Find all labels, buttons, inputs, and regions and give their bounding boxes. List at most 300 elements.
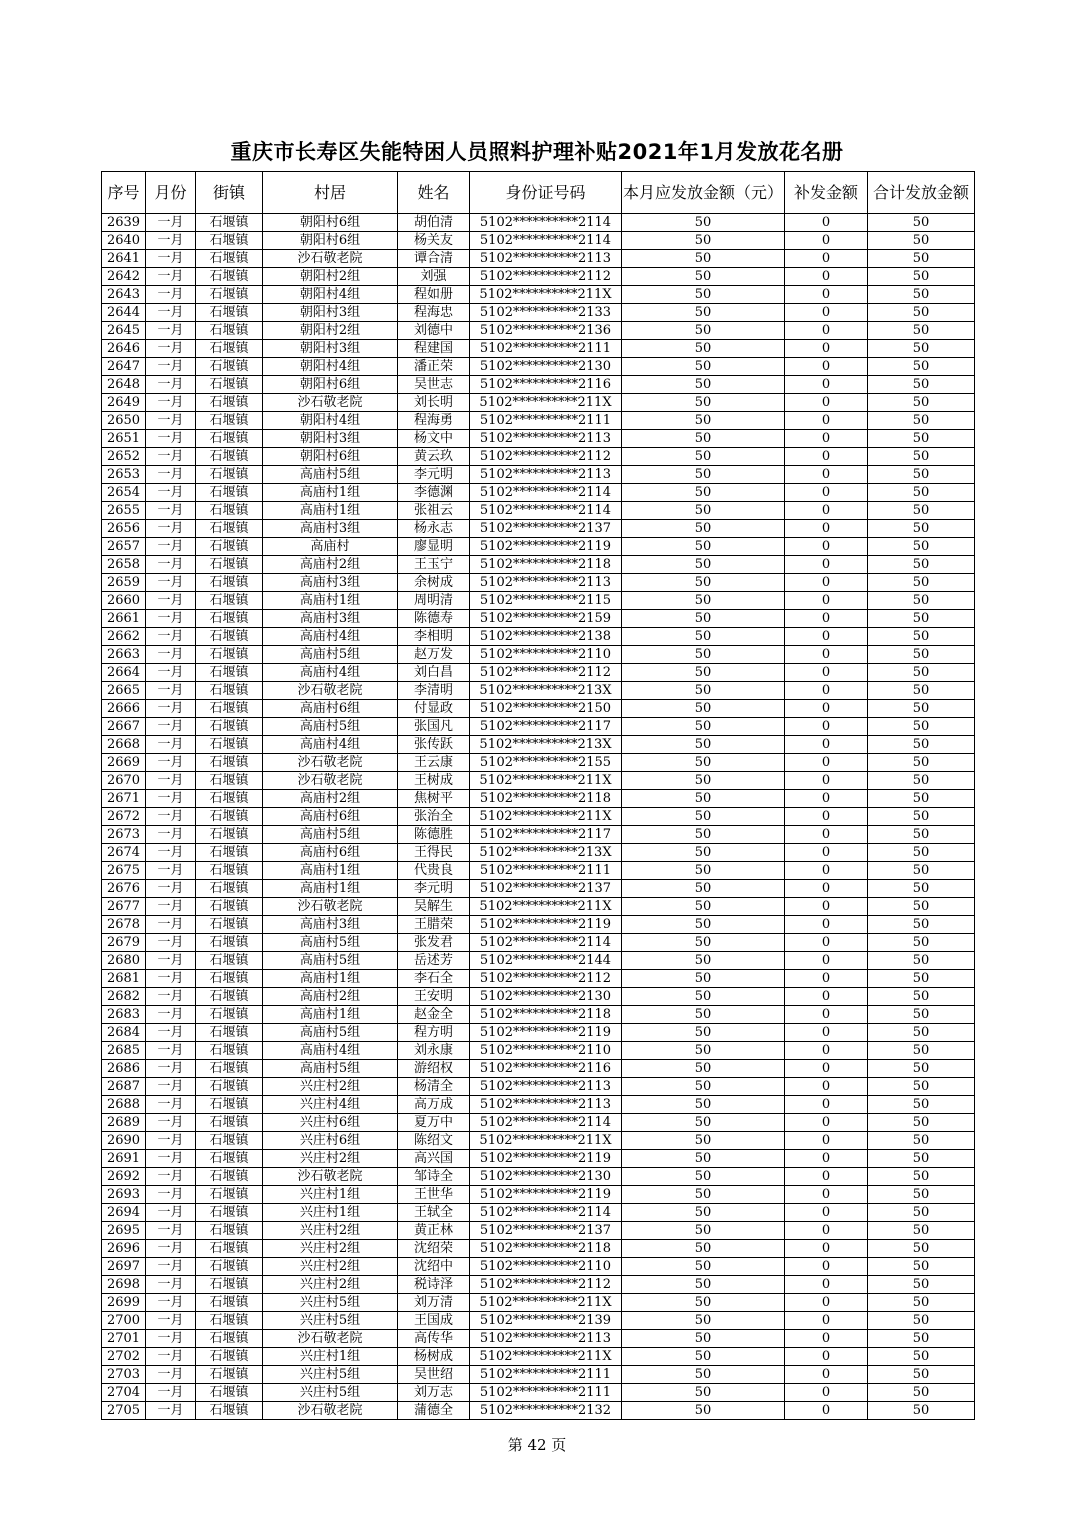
cell-month: 一月 [146,700,196,718]
cell-name: 张传跃 [398,736,470,754]
cell-total: 50 [868,556,975,574]
cell-name: 胡伯清 [398,214,470,232]
cell-monthly-amount: 50 [622,934,785,952]
cell-back-pay: 0 [785,1330,868,1348]
cell-town: 石堰镇 [196,1186,263,1204]
cell-village: 高庙村1组 [263,502,398,520]
cell-total: 50 [868,1204,975,1222]
cell-town: 石堰镇 [196,466,263,484]
cell-town: 石堰镇 [196,682,263,700]
cell-town: 石堰镇 [196,520,263,538]
cell-total: 50 [868,898,975,916]
cell-month: 一月 [146,376,196,394]
cell-total: 50 [868,376,975,394]
cell-month: 一月 [146,1384,196,1402]
cell-village: 兴庄村2组 [263,1222,398,1240]
table-row [102,304,975,322]
cell-id-number: 5102**********2110 [470,1042,622,1060]
cell-village: 朝阳村6组 [263,376,398,394]
cell-index: 2663 [102,646,146,664]
cell-index: 2651 [102,430,146,448]
table-row [102,322,975,340]
cell-back-pay: 0 [785,340,868,358]
table-row [102,376,975,394]
cell-month: 一月 [146,790,196,808]
cell-back-pay: 0 [785,466,868,484]
cell-back-pay: 0 [785,250,868,268]
table-row [102,250,975,268]
cell-month: 一月 [146,898,196,916]
table-row [102,412,975,430]
table-row [102,232,975,250]
cell-month: 一月 [146,1114,196,1132]
cell-town: 石堰镇 [196,538,263,556]
cell-id-number: 5102**********2130 [470,358,622,376]
cell-month: 一月 [146,610,196,628]
cell-name: 刘永康 [398,1042,470,1060]
cell-month: 一月 [146,430,196,448]
cell-village: 高庙村3组 [263,916,398,934]
cell-index: 2640 [102,232,146,250]
cell-total: 50 [868,304,975,322]
cell-village: 高庙村2组 [263,790,398,808]
table-row [102,538,975,556]
cell-index: 2697 [102,1258,146,1276]
cell-total: 50 [868,1384,975,1402]
header-cell-month: 月份 [146,172,196,214]
cell-id-number: 5102**********2112 [470,1276,622,1294]
cell-id-number: 5102**********2111 [470,1366,622,1384]
cell-month: 一月 [146,592,196,610]
cell-id-number: 5102**********2117 [470,826,622,844]
cell-monthly-amount: 50 [622,754,785,772]
cell-index: 2666 [102,700,146,718]
cell-month: 一月 [146,1186,196,1204]
cell-name: 刘白昌 [398,664,470,682]
cell-back-pay: 0 [785,628,868,646]
cell-name: 王安明 [398,988,470,1006]
cell-index: 2647 [102,358,146,376]
cell-name: 杨永志 [398,520,470,538]
table-row [102,808,975,826]
cell-month: 一月 [146,394,196,412]
cell-month: 一月 [146,556,196,574]
cell-town: 石堰镇 [196,286,263,304]
cell-town: 石堰镇 [196,1060,263,1078]
cell-id-number: 5102**********2119 [470,538,622,556]
cell-month: 一月 [146,1024,196,1042]
cell-village: 朝阳村4组 [263,286,398,304]
cell-town: 石堰镇 [196,1132,263,1150]
cell-index: 2679 [102,934,146,952]
cell-back-pay: 0 [785,1042,868,1060]
cell-index: 2671 [102,790,146,808]
cell-village: 沙石敬老院 [263,1168,398,1186]
cell-monthly-amount: 50 [622,1132,785,1150]
cell-index: 2702 [102,1348,146,1366]
cell-back-pay: 0 [785,880,868,898]
cell-name: 程海忠 [398,304,470,322]
cell-month: 一月 [146,1150,196,1168]
cell-index: 2685 [102,1042,146,1060]
cell-total: 50 [868,592,975,610]
cell-monthly-amount: 50 [622,1114,785,1132]
cell-village: 高庙村4组 [263,628,398,646]
cell-name: 黄正林 [398,1222,470,1240]
cell-id-number: 5102**********2118 [470,1240,622,1258]
cell-month: 一月 [146,772,196,790]
cell-monthly-amount: 50 [622,610,785,628]
cell-total: 50 [868,1276,975,1294]
table-row [102,610,975,628]
cell-monthly-amount: 50 [622,232,785,250]
cell-town: 石堰镇 [196,880,263,898]
cell-village: 高庙村3组 [263,574,398,592]
cell-total: 50 [868,448,975,466]
cell-town: 石堰镇 [196,232,263,250]
cell-total: 50 [868,988,975,1006]
cell-total: 50 [868,1222,975,1240]
cell-town: 石堰镇 [196,862,263,880]
table-row [102,682,975,700]
cell-id-number: 5102**********2114 [470,214,622,232]
cell-town: 石堰镇 [196,1114,263,1132]
cell-name: 程如册 [398,286,470,304]
cell-total: 50 [868,232,975,250]
table-row [102,1078,975,1096]
cell-village: 高庙村5组 [263,466,398,484]
cell-town: 石堰镇 [196,916,263,934]
cell-town: 石堰镇 [196,412,263,430]
table-row [102,358,975,376]
table-row [102,772,975,790]
cell-index: 2701 [102,1330,146,1348]
cell-month: 一月 [146,646,196,664]
cell-id-number: 5102**********2144 [470,952,622,970]
cell-back-pay: 0 [785,592,868,610]
cell-town: 石堰镇 [196,844,263,862]
cell-back-pay: 0 [785,646,868,664]
cell-monthly-amount: 50 [622,592,785,610]
cell-monthly-amount: 50 [622,286,785,304]
cell-village: 朝阳村4组 [263,412,398,430]
cell-total: 50 [868,772,975,790]
cell-town: 石堰镇 [196,1150,263,1168]
cell-monthly-amount: 50 [622,304,785,322]
cell-monthly-amount: 50 [622,1384,785,1402]
cell-back-pay: 0 [785,520,868,538]
cell-village: 朝阳村6组 [263,448,398,466]
cell-name: 李相明 [398,628,470,646]
cell-monthly-amount: 50 [622,412,785,430]
cell-total: 50 [868,1402,975,1420]
cell-index: 2661 [102,610,146,628]
cell-index: 2696 [102,1240,146,1258]
cell-id-number: 5102**********211X [470,1294,622,1312]
cell-village: 高庙村5组 [263,646,398,664]
cell-town: 石堰镇 [196,1078,263,1096]
cell-total: 50 [868,430,975,448]
cell-name: 付显政 [398,700,470,718]
table-row [102,286,975,304]
cell-index: 2655 [102,502,146,520]
cell-town: 石堰镇 [196,736,263,754]
cell-month: 一月 [146,1042,196,1060]
table-row [102,628,975,646]
cell-monthly-amount: 50 [622,628,785,646]
cell-total: 50 [868,1150,975,1168]
cell-village: 兴庄村1组 [263,1204,398,1222]
cell-back-pay: 0 [785,664,868,682]
cell-back-pay: 0 [785,358,868,376]
cell-index: 2677 [102,898,146,916]
cell-id-number: 5102**********2116 [470,376,622,394]
cell-month: 一月 [146,1366,196,1384]
cell-name: 陈绍文 [398,1132,470,1150]
cell-town: 石堰镇 [196,1042,263,1060]
cell-month: 一月 [146,484,196,502]
cell-total: 50 [868,1168,975,1186]
table-row [102,646,975,664]
cell-town: 石堰镇 [196,754,263,772]
cell-name: 沈绍中 [398,1258,470,1276]
cell-total: 50 [868,412,975,430]
cell-monthly-amount: 50 [622,772,785,790]
cell-index: 2659 [102,574,146,592]
cell-name: 刘强 [398,268,470,286]
table-row [102,844,975,862]
cell-index: 2648 [102,376,146,394]
cell-back-pay: 0 [785,952,868,970]
cell-index: 2674 [102,844,146,862]
table-row [102,520,975,538]
cell-month: 一月 [146,1078,196,1096]
cell-monthly-amount: 50 [622,502,785,520]
cell-name: 周明清 [398,592,470,610]
cell-town: 石堰镇 [196,718,263,736]
cell-back-pay: 0 [785,304,868,322]
cell-monthly-amount: 50 [622,1186,785,1204]
cell-month: 一月 [146,754,196,772]
table-row [102,592,975,610]
cell-index: 2703 [102,1366,146,1384]
cell-monthly-amount: 50 [622,322,785,340]
cell-index: 2646 [102,340,146,358]
cell-id-number: 5102**********2132 [470,1402,622,1420]
document-title: 重庆市长寿区失能特困人员照料护理补贴2021年1月发放花名册 [230,140,844,164]
cell-village: 高庙村6组 [263,808,398,826]
cell-back-pay: 0 [785,556,868,574]
cell-id-number: 5102**********2114 [470,502,622,520]
cell-name: 高传华 [398,1330,470,1348]
table-row [102,970,975,988]
cell-id-number: 5102**********2119 [470,916,622,934]
cell-monthly-amount: 50 [622,1024,785,1042]
cell-town: 石堰镇 [196,1024,263,1042]
cell-village: 沙石敬老院 [263,898,398,916]
cell-month: 一月 [146,1006,196,1024]
page-number: 第 42 页 [507,1436,567,1454]
cell-monthly-amount: 50 [622,448,785,466]
cell-id-number: 5102**********2115 [470,592,622,610]
table-row [102,430,975,448]
cell-village: 朝阳村3组 [263,340,398,358]
cell-name: 游绍权 [398,1060,470,1078]
table-row [102,718,975,736]
cell-month: 一月 [146,1312,196,1330]
cell-total: 50 [868,340,975,358]
cell-month: 一月 [146,1096,196,1114]
cell-monthly-amount: 50 [622,988,785,1006]
cell-index: 2667 [102,718,146,736]
cell-total: 50 [868,538,975,556]
cell-index: 2650 [102,412,146,430]
cell-total: 50 [868,790,975,808]
cell-name: 吴世志 [398,376,470,394]
cell-month: 一月 [146,1204,196,1222]
cell-id-number: 5102**********2118 [470,1006,622,1024]
cell-id-number: 5102**********2110 [470,646,622,664]
cell-village: 兴庄村5组 [263,1312,398,1330]
cell-monthly-amount: 50 [622,664,785,682]
cell-index: 2668 [102,736,146,754]
cell-monthly-amount: 50 [622,1330,785,1348]
cell-monthly-amount: 50 [622,376,785,394]
cell-back-pay: 0 [785,1240,868,1258]
cell-month: 一月 [146,1060,196,1078]
cell-back-pay: 0 [785,610,868,628]
cell-id-number: 5102**********213X [470,844,622,862]
cell-back-pay: 0 [785,1258,868,1276]
cell-monthly-amount: 50 [622,1240,785,1258]
cell-monthly-amount: 50 [622,1402,785,1420]
cell-total: 50 [868,970,975,988]
cell-town: 石堰镇 [196,1348,263,1366]
cell-index: 2692 [102,1168,146,1186]
table-row [102,1276,975,1294]
cell-total: 50 [868,916,975,934]
cell-month: 一月 [146,1258,196,1276]
cell-town: 石堰镇 [196,826,263,844]
cell-month: 一月 [146,682,196,700]
cell-village: 高庙村1组 [263,970,398,988]
cell-month: 一月 [146,538,196,556]
cell-back-pay: 0 [785,1114,868,1132]
cell-back-pay: 0 [785,1276,868,1294]
cell-town: 石堰镇 [196,1006,263,1024]
cell-back-pay: 0 [785,322,868,340]
cell-monthly-amount: 50 [622,700,785,718]
cell-back-pay: 0 [785,376,868,394]
cell-total: 50 [868,1078,975,1096]
cell-total: 50 [868,394,975,412]
table-row [102,1204,975,1222]
header-cell-index: 序号 [102,172,146,214]
cell-back-pay: 0 [785,448,868,466]
cell-total: 50 [868,520,975,538]
cell-name: 杨清全 [398,1078,470,1096]
table-row [102,898,975,916]
cell-name: 张国凡 [398,718,470,736]
cell-id-number: 5102**********2118 [470,790,622,808]
cell-name: 张发君 [398,934,470,952]
cell-village: 高庙村1组 [263,1006,398,1024]
cell-back-pay: 0 [785,1096,868,1114]
cell-index: 2686 [102,1060,146,1078]
cell-id-number: 5102**********2111 [470,1384,622,1402]
cell-id-number: 5102**********2137 [470,1222,622,1240]
cell-back-pay: 0 [785,682,868,700]
cell-back-pay: 0 [785,988,868,1006]
cell-index: 2642 [102,268,146,286]
cell-monthly-amount: 50 [622,1222,785,1240]
cell-id-number: 5102**********2113 [470,1078,622,1096]
table-row [102,790,975,808]
cell-name: 陈德胜 [398,826,470,844]
cell-name: 邹诗全 [398,1168,470,1186]
cell-back-pay: 0 [785,844,868,862]
cell-total: 50 [868,1096,975,1114]
cell-name: 李元明 [398,466,470,484]
header-cell-monthly-amount: 本月应发放金额（元） [622,172,785,214]
cell-back-pay: 0 [785,1024,868,1042]
cell-id-number: 5102**********2119 [470,1186,622,1204]
cell-village: 兴庄村2组 [263,1240,398,1258]
table-row [102,1366,975,1384]
cell-monthly-amount: 50 [622,736,785,754]
cell-monthly-amount: 50 [622,826,785,844]
cell-back-pay: 0 [785,1168,868,1186]
cell-name: 高万成 [398,1096,470,1114]
cell-total: 50 [868,718,975,736]
cell-index: 2662 [102,628,146,646]
cell-index: 2656 [102,520,146,538]
cell-name: 赵金全 [398,1006,470,1024]
cell-village: 兴庄村4组 [263,1096,398,1114]
header-cell-town: 街镇 [196,172,263,214]
cell-total: 50 [868,952,975,970]
cell-back-pay: 0 [785,772,868,790]
cell-name: 吴世绍 [398,1366,470,1384]
cell-monthly-amount: 50 [622,1276,785,1294]
table-row [102,1402,975,1420]
header-cell-name: 姓名 [398,172,470,214]
cell-month: 一月 [146,880,196,898]
cell-name: 杨文中 [398,430,470,448]
cell-town: 石堰镇 [196,574,263,592]
cell-id-number: 5102**********2113 [470,430,622,448]
cell-back-pay: 0 [785,1312,868,1330]
table-row [102,988,975,1006]
cell-id-number: 5102**********211X [470,394,622,412]
cell-name: 刘长明 [398,394,470,412]
cell-month: 一月 [146,1168,196,1186]
cell-id-number: 5102**********2113 [470,250,622,268]
cell-index: 2672 [102,808,146,826]
cell-name: 李清明 [398,682,470,700]
cell-index: 2694 [102,1204,146,1222]
table-row [102,1294,975,1312]
cell-back-pay: 0 [785,1006,868,1024]
cell-month: 一月 [146,322,196,340]
cell-village: 兴庄村2组 [263,1258,398,1276]
cell-total: 50 [868,628,975,646]
cell-total: 50 [868,268,975,286]
cell-town: 石堰镇 [196,376,263,394]
cell-town: 石堰镇 [196,700,263,718]
cell-id-number: 5102**********2116 [470,1060,622,1078]
cell-monthly-amount: 50 [622,1168,785,1186]
